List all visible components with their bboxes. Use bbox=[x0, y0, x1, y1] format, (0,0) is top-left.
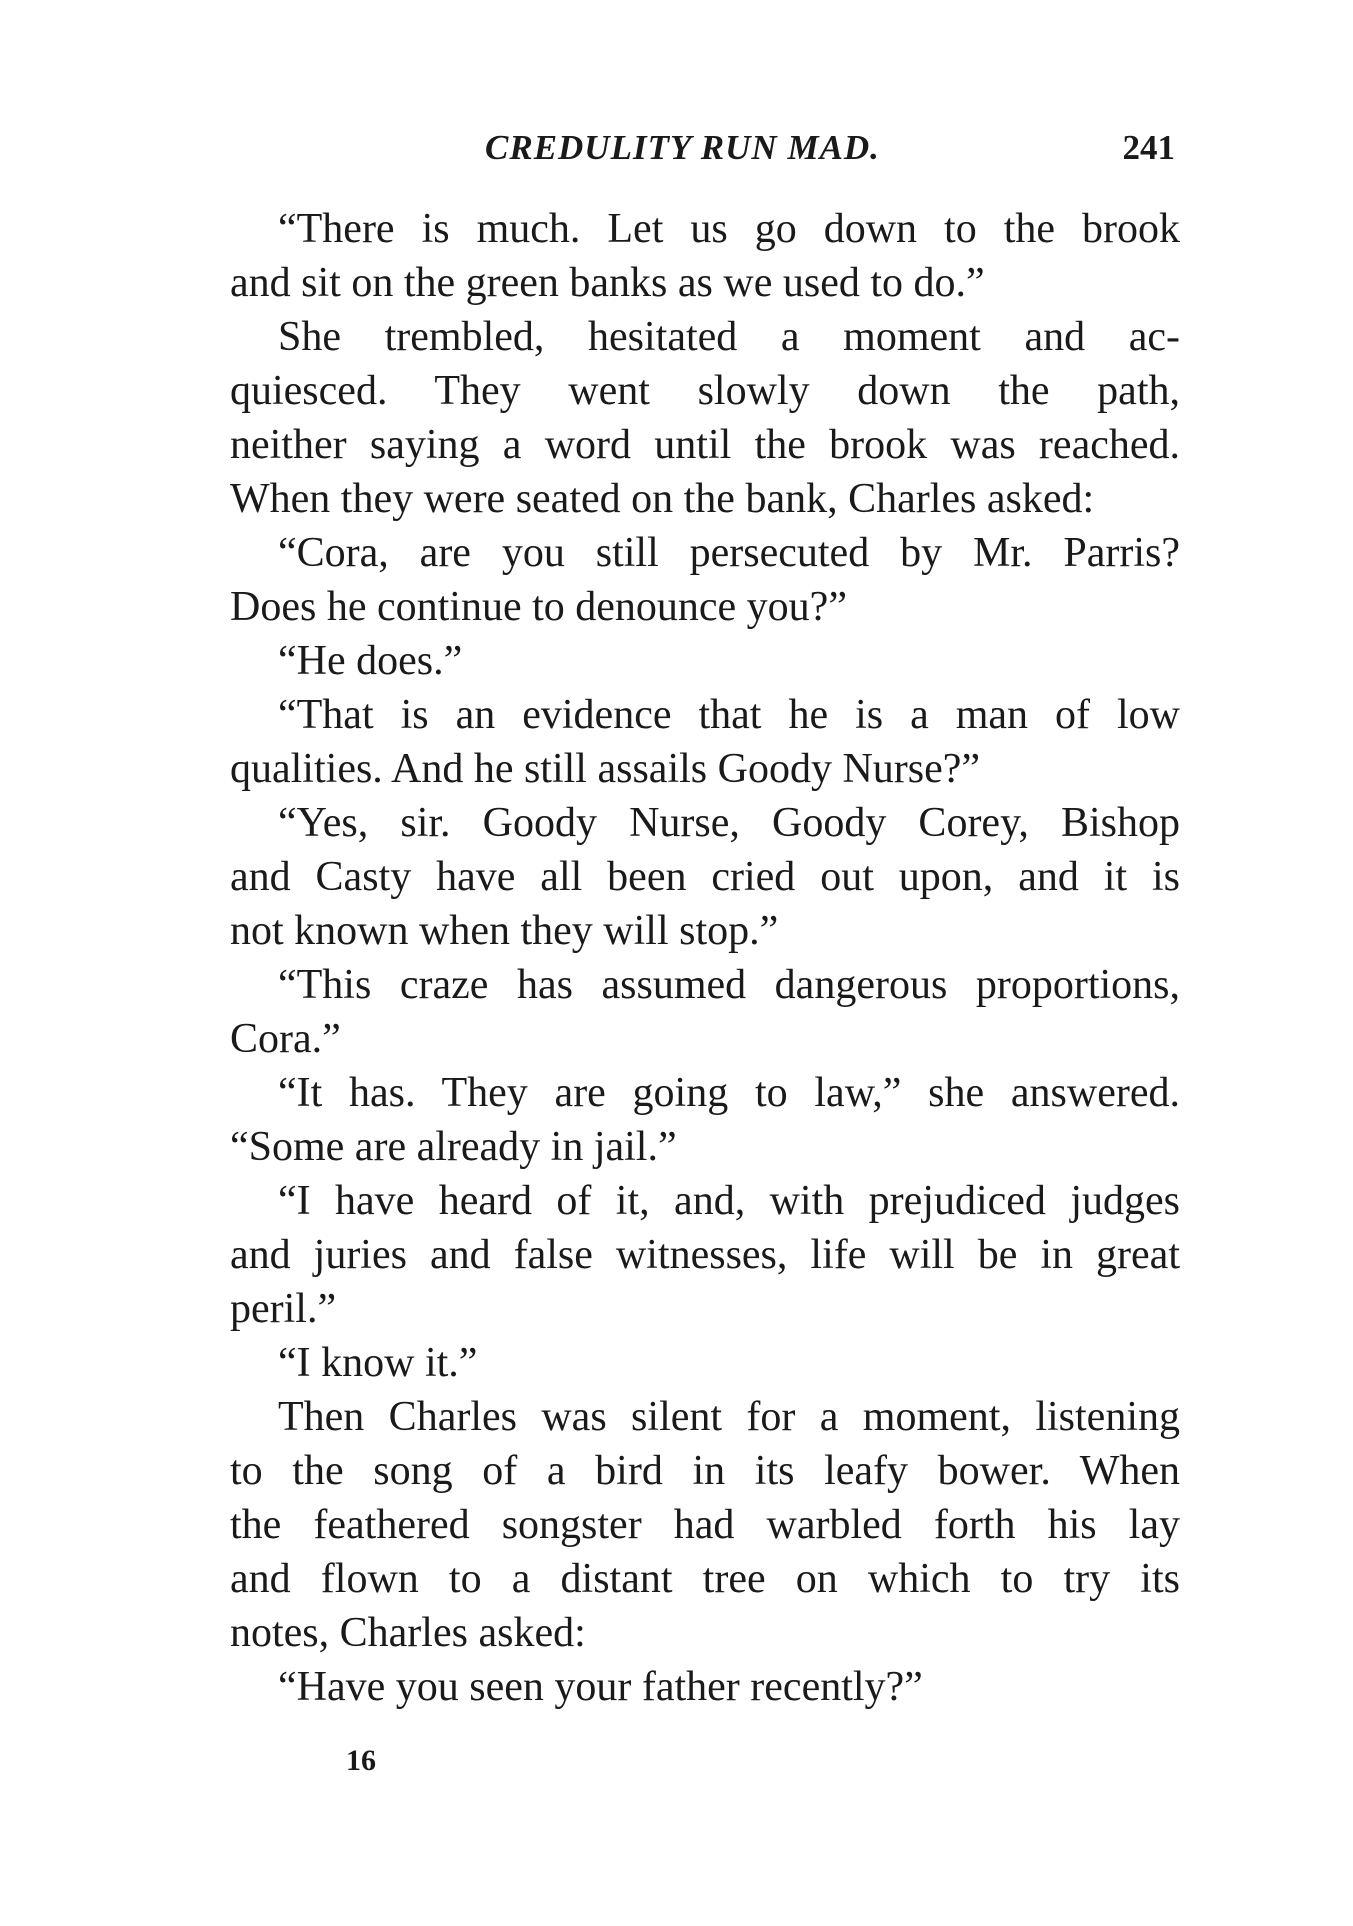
body-text bbox=[230, 202, 1180, 1714]
text-line: “He does.” bbox=[278, 638, 463, 684]
text-line: and juries and false witnesses, life will be in great bbox=[230, 1232, 1180, 1278]
text-line: neither saying a word until the brook was reached. bbox=[230, 422, 1180, 468]
text-line: “I have heard of it, and, with prejudiced judges bbox=[278, 1178, 1180, 1224]
text-line: Then Charles was silent for a moment, listening bbox=[278, 1394, 1180, 1440]
text-line: qualities. And he still assails Goody Nurse?” bbox=[230, 746, 981, 792]
text-line: the feathered songster had warbled forth his lay bbox=[230, 1502, 1180, 1548]
text-line: “That is an evidence that he is a man of low bbox=[278, 692, 1180, 738]
text-line: “It has. They are going to law,” she answered. bbox=[278, 1070, 1180, 1116]
text-line: “Yes, sir. Goody Nurse, Goody Corey, Bishop bbox=[278, 800, 1180, 846]
text-line: quiesced. They went slowly down the path, bbox=[230, 368, 1180, 414]
running-title: CREDULITY RUN MAD. bbox=[485, 128, 880, 167]
text-line: “Have you seen your father recently?” bbox=[278, 1664, 923, 1710]
page-header bbox=[230, 128, 1180, 178]
text-line: “Some are already in jail.” bbox=[230, 1124, 677, 1170]
page-number: 241 bbox=[1122, 128, 1175, 167]
text-line: and Casty have all been cried out upon, and it is bbox=[230, 854, 1180, 900]
text-line: Does he continue to denounce you?” bbox=[230, 584, 847, 630]
text-line: to the song of a bird in its leafy bower. When bbox=[230, 1448, 1180, 1494]
text-line: “I know it.” bbox=[278, 1340, 478, 1386]
signature-mark: 16 bbox=[346, 1744, 376, 1777]
text-line: notes, Charles asked: bbox=[230, 1610, 586, 1656]
text-line: “Cora, are you still persecuted by Mr. Parris? bbox=[278, 530, 1180, 576]
text-line: When they were seated on the bank, Charles asked: bbox=[230, 476, 1095, 522]
text-line: and sit on the green banks as we used to do.” bbox=[230, 260, 985, 306]
text-line: “This craze has assumed dangerous proportions, bbox=[278, 962, 1180, 1008]
text-line: not known when they will stop.” bbox=[230, 908, 779, 954]
text-line: peril.” bbox=[230, 1286, 337, 1332]
text-line: She trembled, hesitated a moment and ac- bbox=[278, 314, 1180, 360]
text-line: and flown to a distant tree on which to try its bbox=[230, 1556, 1180, 1602]
text-line: Cora.” bbox=[230, 1016, 341, 1062]
text-line: “There is much. Let us go down to the brook bbox=[278, 206, 1180, 252]
